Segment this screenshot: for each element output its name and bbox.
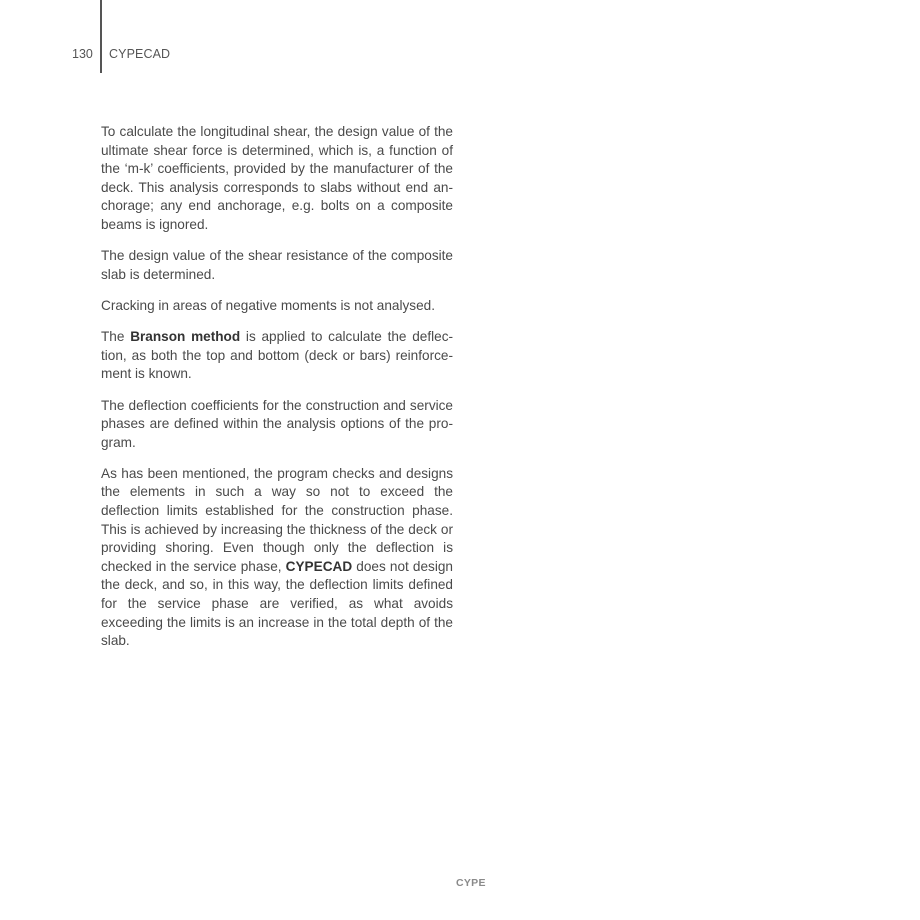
text-span: As has been mentioned, the program checks and designs the elements in such a way so not to exceed the deflection limits established for the construction phase. This is achieved by increasing the thickness of the deck or providing shoring. Even though only the deflection is checked in the service phase, xyxy=(101,465,453,574)
text-span: Cracking in areas of negative moments is not analysed. xyxy=(101,297,435,313)
paragraph-2 xyxy=(101,247,453,284)
page-number: 130 xyxy=(72,47,93,61)
paragraph-6 xyxy=(101,465,453,651)
footer-brand: CYPE xyxy=(456,877,486,889)
text-span: The xyxy=(101,329,131,345)
bold-term: CYPECAD xyxy=(285,558,353,574)
paragraph-5 xyxy=(101,397,453,453)
text-span: The design value of the shear resistance of the composite slab is determined. xyxy=(101,248,453,282)
text-span: To calculate the longitudinal shear, the design value of the ultimate shear force is determined, which is, a function of the ‘m-k’ coefficients, provided by the manufacturer of the deck. This analysis corresponds to slabs without end anchorage; any end anchorage, e.g. bolts on a composite beams is ignored. xyxy=(101,124,453,232)
paragraph-3 xyxy=(101,297,453,316)
header-divider-line xyxy=(100,0,102,73)
body-text xyxy=(101,123,453,663)
paragraph-4 xyxy=(101,328,453,384)
running-title: CYPECAD xyxy=(109,47,171,61)
text-span: does not design the deck, and so, in this way, the deflection limits defined for the service phase are verified, as what avoids exceeding the limits is an increase in the total depth of the slab. xyxy=(101,558,453,649)
paragraph-1 xyxy=(101,123,453,235)
text-span: is applied to calculate the deflection, as both the top and bottom (deck or bars) reinforcement is known. xyxy=(101,329,454,382)
text-span: The deflection coefficients for the construction and service phases are defined within the analysis options of the program. xyxy=(101,397,453,450)
bold-term: Branson method xyxy=(130,329,241,345)
